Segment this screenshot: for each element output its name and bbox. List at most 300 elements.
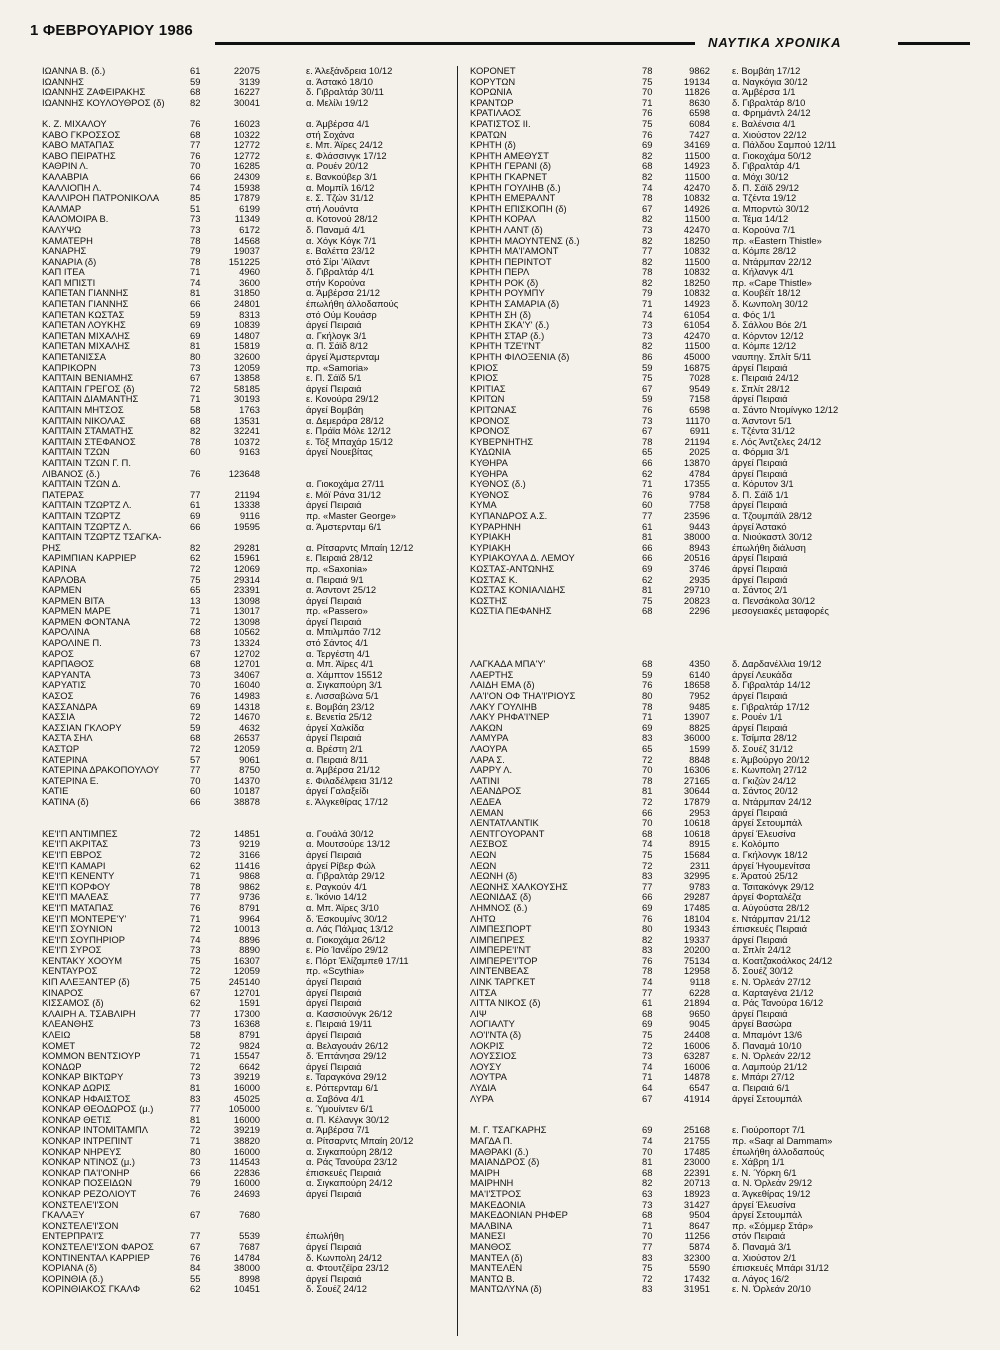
ship-location: στό Σάντος 4/1 [306, 638, 369, 649]
ship-row [470, 161, 945, 172]
ship-name: ΚΟΝΚΑΡ ΗΦΑΙΣΤΟΣ [42, 1093, 131, 1104]
ship-tonnage: 18250 [683, 235, 710, 246]
ship-row [470, 1041, 945, 1052]
ship-tonnage: 13098 [233, 595, 260, 606]
ship-location: δ. Κωνπολη 24/12 [306, 1252, 382, 1263]
ship-location: α. Σπλίτ 24/12 [732, 945, 791, 956]
ship-year: 78 [190, 436, 201, 447]
ship-tonnage: 12958 [683, 966, 710, 977]
ship-row [42, 966, 452, 977]
ship-location: άργεί Φορταλέζα [732, 892, 801, 903]
ship-row [42, 225, 452, 236]
ship-name: ΜΑΙΡΗ [470, 1167, 500, 1178]
ship-row [42, 214, 452, 225]
ship-name: ΚΑΡΜΕΝ ΜΑΡΕ [42, 606, 111, 617]
ship-row [470, 331, 945, 342]
ship-row [42, 532, 452, 543]
ship-location: άργεί Χαλκίδα [306, 722, 365, 733]
ship-row [42, 98, 452, 109]
ship-name: ΚΡΗΤΗ ΛΑΝΤ (δ) [470, 224, 543, 235]
ship-name: ΚΙΝΑΡΟΣ [42, 987, 84, 998]
ship-name: ΚΑΠΤΑΙΝ ΤΖΩΡΤΖ Λ. [42, 500, 132, 511]
ship-name: ΚΟΡΥΤΩΝ [470, 76, 516, 87]
ship-row [42, 1072, 452, 1083]
ship-year: 74 [642, 309, 653, 320]
ship-row [42, 1253, 452, 1264]
ship-tonnage: 32300 [683, 1252, 710, 1263]
ship-location: άργεί Πειραιά [732, 394, 788, 405]
ship-location: πρ. «Eastern Thistle» [732, 235, 822, 246]
ship-location: άργεί Πειραιά [732, 934, 788, 945]
ship-tonnage: 18104 [683, 913, 710, 924]
ship-name: ΚΡΗΤΗ ΓΚΑΡΝΕΤ [470, 171, 548, 182]
ship-year: 82 [642, 235, 653, 246]
ship-year: 76 [190, 150, 201, 161]
ship-tonnage: 12059 [233, 966, 260, 977]
ship-year: 70 [190, 161, 201, 172]
ship-tonnage: 16040 [233, 680, 260, 691]
ship-name: ΚΥΡΑΡΗΝΗ [470, 521, 521, 532]
ship-tonnage: 39219 [233, 1072, 260, 1083]
ship-year: 62 [190, 998, 201, 1009]
ship-name: ΚΟΡΙΝΘΙΑ (δ.) [42, 1273, 104, 1284]
ship-row [42, 161, 452, 172]
ship-row [470, 119, 945, 130]
ship-year: 73 [190, 638, 201, 649]
ship-year: 70 [642, 765, 653, 776]
ship-tonnage: 13531 [233, 415, 260, 426]
ship-tonnage: 39219 [233, 1125, 260, 1136]
ship-name: ΚΑΠΕΤΑΝ ΜΙΧΑΛΗΣ [42, 341, 130, 352]
ship-name: ΜΑΝΤΩ Β. [470, 1273, 515, 1284]
ship-name: ΓΚΑΛΑΞΥ [42, 1210, 85, 1221]
ship-location: ε. Ρίο Ίανέϊρο 29/12 [306, 945, 389, 956]
ship-name: ΛΕΩΝ [470, 860, 497, 871]
ship-location: άργεί Λευκάδα [732, 669, 792, 680]
ship-year: 73 [190, 362, 201, 373]
ship-row [470, 1147, 945, 1158]
ship-row [470, 723, 945, 734]
ship-name: ΚΡΗΤΗ ΕΜΕΡΑΛΝΤ [470, 193, 556, 204]
ship-name: ΚΟΝΣΤΕΛΕ'Ι'ΣΟΝ ΦΑΡΟΣ [42, 1241, 154, 1252]
ship-row [470, 797, 945, 808]
ship-year: 68 [642, 161, 653, 172]
ship-name: ΚΡΙΤΙΑΣ [470, 383, 506, 394]
ship-location: α. Μπιλμπάο 7/12 [306, 627, 381, 638]
ship-tonnage: 9783 [689, 881, 710, 892]
ship-year: 71 [642, 479, 653, 490]
ship-name: ΚΑΣΟΣ [42, 691, 74, 702]
ship-year: 83 [642, 733, 653, 744]
ship-tonnage: 31951 [683, 1284, 710, 1295]
ship-tonnage: 8791 [239, 1030, 260, 1041]
ship-year: 57 [190, 754, 201, 765]
ship-year: 13 [190, 595, 201, 606]
ship-year: 71 [642, 712, 653, 723]
ship-year: 81 [190, 341, 201, 352]
ship-name: ΚΑΠΤΑΙΝ ΤΖΩΡΤΖ [42, 510, 121, 521]
ship-year: 61 [642, 998, 653, 1009]
ship-tonnage: 42470 [683, 224, 710, 235]
ship-row [470, 1051, 945, 1062]
ship-tonnage: 29710 [683, 585, 710, 596]
ship-tonnage: 8998 [239, 1273, 260, 1284]
ship-name: ΚΑΡΜΕΝ ΦΟΝΤΑΝΑ [42, 616, 131, 627]
ship-location: ε. Σ. Τζών 31/12 [306, 193, 374, 204]
ship-name: ΛΙΜΠΕΠΡΕΣ [470, 934, 525, 945]
ship-name: Κ. Ζ. ΜΙΧΑΛΟΥ [42, 118, 107, 129]
ship-location: άργεί Έλευσίνα [732, 828, 796, 839]
ship-name: ΛΑΚΥ ΓΟΥΛΙΗΒ [470, 701, 538, 712]
ship-location: ε. Βενετία 25/12 [306, 712, 372, 723]
ship-row [470, 861, 945, 872]
ship-row [42, 850, 452, 861]
ship-name: ΚΛΕΑΝΘΗΣ [42, 1019, 94, 1030]
ship-tonnage: 30644 [683, 786, 710, 797]
ship-name: ΚΟΝΚΑΡ ΒΙΚΤΩΡΥ [42, 1072, 124, 1083]
ship-row [42, 119, 452, 130]
ship-tonnage: 9824 [239, 1040, 260, 1051]
ship-tonnage: 4632 [239, 722, 260, 733]
ship-location: ε. Κονούρα 29/12 [306, 394, 379, 405]
ship-tonnage: 23596 [683, 510, 710, 521]
ship-row [470, 1210, 945, 1221]
ship-row [470, 214, 945, 225]
ship-tonnage: 10451 [233, 1284, 260, 1295]
ship-location: έπωλήθη άλλοδαπούς [306, 299, 399, 310]
ship-location: έπισκευές Πειραιά [732, 924, 808, 935]
ship-year: 82 [642, 1178, 653, 1189]
ship-row [470, 288, 945, 299]
ship-location: άργεί Άστακό [732, 521, 787, 532]
ship-location: άργεί Βασώρα [732, 1019, 792, 1030]
ship-tonnage: 8848 [689, 754, 710, 765]
ship-location: α. Κόρυτον 3/1 [732, 479, 794, 490]
ship-row [470, 1019, 945, 1030]
ship-tonnage: 14851 [233, 828, 260, 839]
ship-name: ΚΟΝΚΑΡ ΙΝΤΡΕΠΙΝΤ [42, 1135, 133, 1146]
ship-name: ΛΕΩΝ [470, 849, 497, 860]
ship-year: 81 [642, 786, 653, 797]
ship-year: 76 [190, 118, 201, 129]
ship-location: ε. Σπλίτ 28/12 [732, 383, 790, 394]
ship-location: ε. Ραγκούν 4/1 [306, 881, 367, 892]
left-column [42, 66, 452, 1295]
ship-tonnage: 3166 [239, 849, 260, 860]
ship-location: άργεί Πειραιά [732, 457, 788, 468]
ship-tonnage: 11500 [684, 171, 710, 182]
ship-name: ΛΑΡΑ Σ. [470, 754, 505, 765]
ship-year: 73 [642, 330, 653, 341]
ship-tonnage: 21194 [684, 436, 710, 447]
ship-location: δ. Σουέζ 30/12 [732, 966, 793, 977]
ship-name: ΚΩΣΤΑΣ ΚΟΝΙΑΛΙΔΗΣ [470, 585, 566, 596]
ship-location: α. Καρταγένα 21/12 [732, 987, 814, 998]
ship-row [42, 744, 452, 755]
ship-year: 64 [642, 1083, 653, 1093]
ship-name: ΚΕ'Ι'Π ΣΥΡΟΣ [42, 945, 102, 956]
column-spacer [470, 649, 945, 660]
ship-year: 78 [190, 881, 201, 892]
ship-name: ΛΟΥΣΥ [470, 1061, 502, 1072]
ship-year: 77 [190, 489, 201, 500]
ship-location: α. Γιοκοχάμα 26/12 [306, 934, 386, 945]
ship-year: 70 [190, 680, 201, 691]
ship-name: ΚΑΠΕΤΑΝΙΣΣΑ [42, 352, 107, 363]
ship-row [42, 1231, 452, 1242]
ship-location: ε. Πράϊα Μόλε 12/12 [306, 426, 391, 437]
ship-location: πρ. «Cape Thistle» [732, 277, 812, 288]
ship-year: 72 [190, 1061, 201, 1072]
ship-row [42, 1125, 452, 1136]
ship-year: 81 [190, 1114, 201, 1125]
ship-location: α. Σιγκαπούρη 3/1 [306, 680, 383, 691]
ship-tonnage: 20200 [683, 945, 710, 956]
ship-location: α. Άμβέρσα 4/1 [306, 118, 370, 129]
ship-name: ΚΑΝΑΡΙΑ (δ) [42, 256, 97, 267]
ship-year: 70 [642, 1146, 653, 1157]
ship-row [470, 469, 945, 480]
ship-tonnage: 14670 [233, 712, 260, 723]
ship-location: ε. Μπάρι 27/12 [732, 1072, 795, 1083]
ship-location: α. Ντάρμπαν 22/12 [732, 256, 812, 267]
ship-tonnage: 16000 [233, 1083, 260, 1093]
ship-location: ε. Τόξ Μπαχάρ 15/12 [306, 436, 393, 447]
ship-year: 75 [190, 977, 201, 988]
ship-name: ΚΡΗΤΗ ΠΕΡΙΝΤΟΤ [470, 256, 552, 267]
ship-name: ΚΑΛΥΨΩ [42, 224, 82, 235]
ship-year: 85 [190, 193, 201, 204]
ship-row [470, 1284, 945, 1295]
ship-location: α. Μελίλι 19/12 [306, 97, 369, 108]
ship-tonnage: 18658 [683, 680, 710, 691]
ship-tonnage: 10839 [233, 320, 260, 331]
ship-tonnage: 18250 [683, 277, 710, 288]
ship-year: 79 [190, 246, 201, 257]
ship-row [42, 183, 452, 194]
ship-row [42, 861, 452, 872]
ship-name: ΛΕΩΝΗ (δ) [470, 871, 518, 882]
ship-name: ΚΟΡΙΑΝΑ (δ) [42, 1263, 97, 1274]
ship-year: 76 [642, 955, 653, 966]
ship-location: α. Πάλδου Σαμπού 12/11 [732, 140, 837, 151]
ship-tonnage: 12059 [233, 362, 260, 373]
ship-year: 77 [190, 1104, 201, 1115]
ship-year: 73 [190, 1019, 201, 1030]
ship-row [42, 680, 452, 691]
ship-tonnage: 19343 [683, 924, 710, 935]
ship-tonnage: 24693 [233, 1188, 260, 1199]
ship-tonnage: 15547 [233, 1051, 260, 1062]
ship-location: άργεί Πειραιά [306, 987, 362, 998]
ship-name: ΚΑΠΕΤΑΝ ΓΙΑΝΝΗΣ [42, 299, 129, 310]
ship-name: ΚΑΣΣΑΝΔΡΑ [42, 701, 98, 712]
ship-name: ΚΕ'Ι'Π ΑΝΤΙΜΠΕΣ [42, 828, 118, 839]
ship-row [470, 670, 945, 681]
ship-row [470, 87, 945, 98]
ship-name: ΛΕΣΒΟΣ [470, 839, 508, 850]
column-spacer [42, 808, 452, 819]
ship-name: ΚΡΑΤΩΝ [470, 129, 507, 140]
ship-name: ΚΥΠΑΝΔΡΟΣ Α.Σ. [470, 510, 548, 521]
ship-row [470, 585, 945, 596]
ship-tonnage: 24801 [233, 299, 260, 310]
ship-year: 59 [190, 722, 201, 733]
ship-tonnage: 9219 [239, 839, 260, 850]
ship-row [42, 1178, 452, 1189]
ship-row [470, 310, 945, 321]
ship-tonnage: 13858 [233, 373, 260, 384]
ship-location: δ. Γιβραλτάρ 14/12 [732, 680, 811, 691]
ship-location: α. Φός 1/1 [732, 309, 776, 320]
ship-year: 65 [190, 585, 201, 596]
ship-row [470, 765, 945, 776]
ship-row [470, 1200, 945, 1211]
ship-tonnage: 123648 [228, 468, 260, 479]
ship-year: 69 [190, 510, 201, 521]
ship-tonnage: 38820 [233, 1135, 260, 1146]
ship-tonnage: 34169 [683, 140, 710, 151]
ship-year: 81 [642, 532, 653, 543]
ship-year: 71 [190, 267, 201, 278]
ship-row [42, 140, 452, 151]
ship-tonnage: 12772 [233, 140, 260, 151]
ship-tonnage: 21194 [234, 489, 260, 500]
ship-tonnage: 15938 [233, 182, 260, 193]
ship-year: 67 [190, 648, 201, 659]
ship-location: ε. Ν. Όρλεάν 20/10 [732, 1284, 811, 1295]
ship-tonnage: 6140 [689, 669, 710, 680]
ship-row [42, 352, 452, 363]
ship-location: έπισκευές Μπάρι 31/12 [732, 1263, 829, 1274]
ship-location: στή Σοχάνα [306, 129, 355, 140]
ship-tonnage: 8750 [239, 765, 260, 776]
ship-tonnage: 13338 [233, 500, 260, 511]
ship-year: 78 [642, 966, 653, 977]
ship-location: α. Κασσιούνγκ 26/12 [306, 1008, 393, 1019]
ship-year: 70 [642, 818, 653, 829]
ship-name: ΚΑΛΛΙΡΟΗ ΠΑΤΡΟΝΙΚΟΛΑ [42, 193, 160, 204]
ship-row [470, 606, 945, 617]
ship-year: 67 [190, 987, 201, 998]
ship-tonnage: 31427 [683, 1199, 710, 1210]
ship-year: 72 [190, 849, 201, 860]
ship-row [42, 723, 452, 734]
ship-row [470, 553, 945, 564]
ship-year: 72 [190, 744, 201, 754]
ship-row [470, 1030, 945, 1041]
ship-tonnage: 9504 [689, 1210, 710, 1221]
ship-tonnage: 14878 [683, 1072, 710, 1083]
ship-location: άργεί Νουεβίτας [306, 447, 373, 458]
ship-row [470, 945, 945, 956]
ship-location: δ. Σάλλου Βόε 2/1 [732, 320, 808, 331]
ship-tonnage: 10013 [233, 924, 260, 935]
ship-year: 84 [190, 1263, 201, 1274]
ship-row [42, 1009, 452, 1020]
ship-location: α. Άμβέρσα 1/1 [732, 87, 796, 98]
ship-location: άργεί Πειραιά [306, 320, 362, 331]
ship-location: α. Γκήλογκ 3/1 [306, 330, 367, 341]
ship-name: ΛΥΡΑ [470, 1093, 494, 1104]
ship-year: 75 [190, 574, 201, 585]
ship-tonnage: 16306 [683, 765, 710, 776]
ship-year: 66 [642, 807, 653, 818]
ship-row [470, 988, 945, 999]
ship-year: 77 [642, 987, 653, 998]
ship-row [42, 236, 452, 247]
ship-name: ΚΡΙΤΩΝ [470, 394, 505, 405]
ship-year: 77 [190, 1008, 201, 1019]
ship-row [42, 829, 452, 840]
ship-location: δ. Γιβραλτάρ 30/11 [306, 87, 384, 98]
ship-tonnage: 41914 [683, 1093, 710, 1104]
ship-tonnage: 29314 [233, 574, 260, 585]
ship-name: ΜΑΝΤΕΛ (δ) [470, 1252, 523, 1263]
ship-row [42, 130, 452, 141]
ship-tonnage: 6228 [689, 987, 710, 998]
ship-tonnage: 6598 [689, 108, 710, 119]
ship-location: ε. Ν. Ύόρκη 6/1 [732, 1167, 797, 1178]
ship-year: 73 [190, 1072, 201, 1083]
ship-tonnage: 9784 [689, 489, 710, 500]
ship-tonnage: 16875 [683, 362, 710, 373]
ship-location: α. Λαμπούρ 21/12 [732, 1061, 808, 1072]
ship-name: ΚΙΣΣΑΜΟΣ (δ) [42, 998, 104, 1009]
ship-name: ΛΟΓΙΑΛΤΥ [470, 1019, 515, 1030]
ship-row [470, 818, 945, 829]
ship-year: 67 [190, 373, 201, 384]
ship-year: 75 [190, 955, 201, 966]
ship-tonnage: 245140 [228, 977, 260, 988]
ship-year: 82 [642, 214, 653, 225]
ship-row [470, 447, 945, 458]
ship-row [470, 500, 945, 511]
ship-year: 82 [642, 934, 653, 945]
ship-row [470, 204, 945, 215]
ship-location: α. Ν. Όρλεάν 29/12 [732, 1178, 813, 1189]
ship-year: 75 [642, 1263, 653, 1274]
ship-name: ΚΕ'Ι'Π ΚΑΜΑΡΙ [42, 860, 106, 871]
ship-year: 68 [642, 659, 653, 670]
ship-tonnage: 24309 [233, 171, 260, 182]
ship-name: ΚΑΤΙΝΑ (δ) [42, 796, 89, 807]
ship-row [42, 458, 452, 469]
ship-row [470, 1094, 945, 1105]
ship-tonnage: 16006 [683, 1061, 710, 1072]
ship-location: α. Λάγος 16/2 [732, 1273, 790, 1284]
ship-tonnage: 7952 [689, 691, 710, 702]
ship-location: α. Τέμα 14/12 [732, 214, 789, 225]
ship-year: 77 [642, 881, 653, 892]
ship-tonnage: 22836 [233, 1167, 260, 1178]
ship-tonnage: 32241 [233, 426, 260, 437]
ship-year: 73 [190, 839, 201, 850]
ship-tonnage: 61054 [683, 309, 710, 320]
ship-tonnage: 32995 [683, 871, 710, 882]
ship-name: ΚΥΡΙΑΚΗ [470, 532, 511, 543]
ship-location: α. Κήλανγκ 4/1 [732, 267, 794, 278]
ship-year: 62 [190, 553, 201, 564]
ship-tonnage: 1763 [239, 405, 260, 415]
ship-year: 82 [642, 277, 653, 288]
ship-location: α. Κόμπε 12/12 [732, 341, 797, 352]
ship-name: ΚΡΑΤΙΣΤΟΣ ΙΙ. [470, 118, 531, 129]
ship-tonnage: 12702 [233, 648, 260, 659]
ship-row [42, 341, 452, 352]
column-spacer [470, 1104, 945, 1115]
ship-tonnage: 10832 [683, 267, 710, 278]
